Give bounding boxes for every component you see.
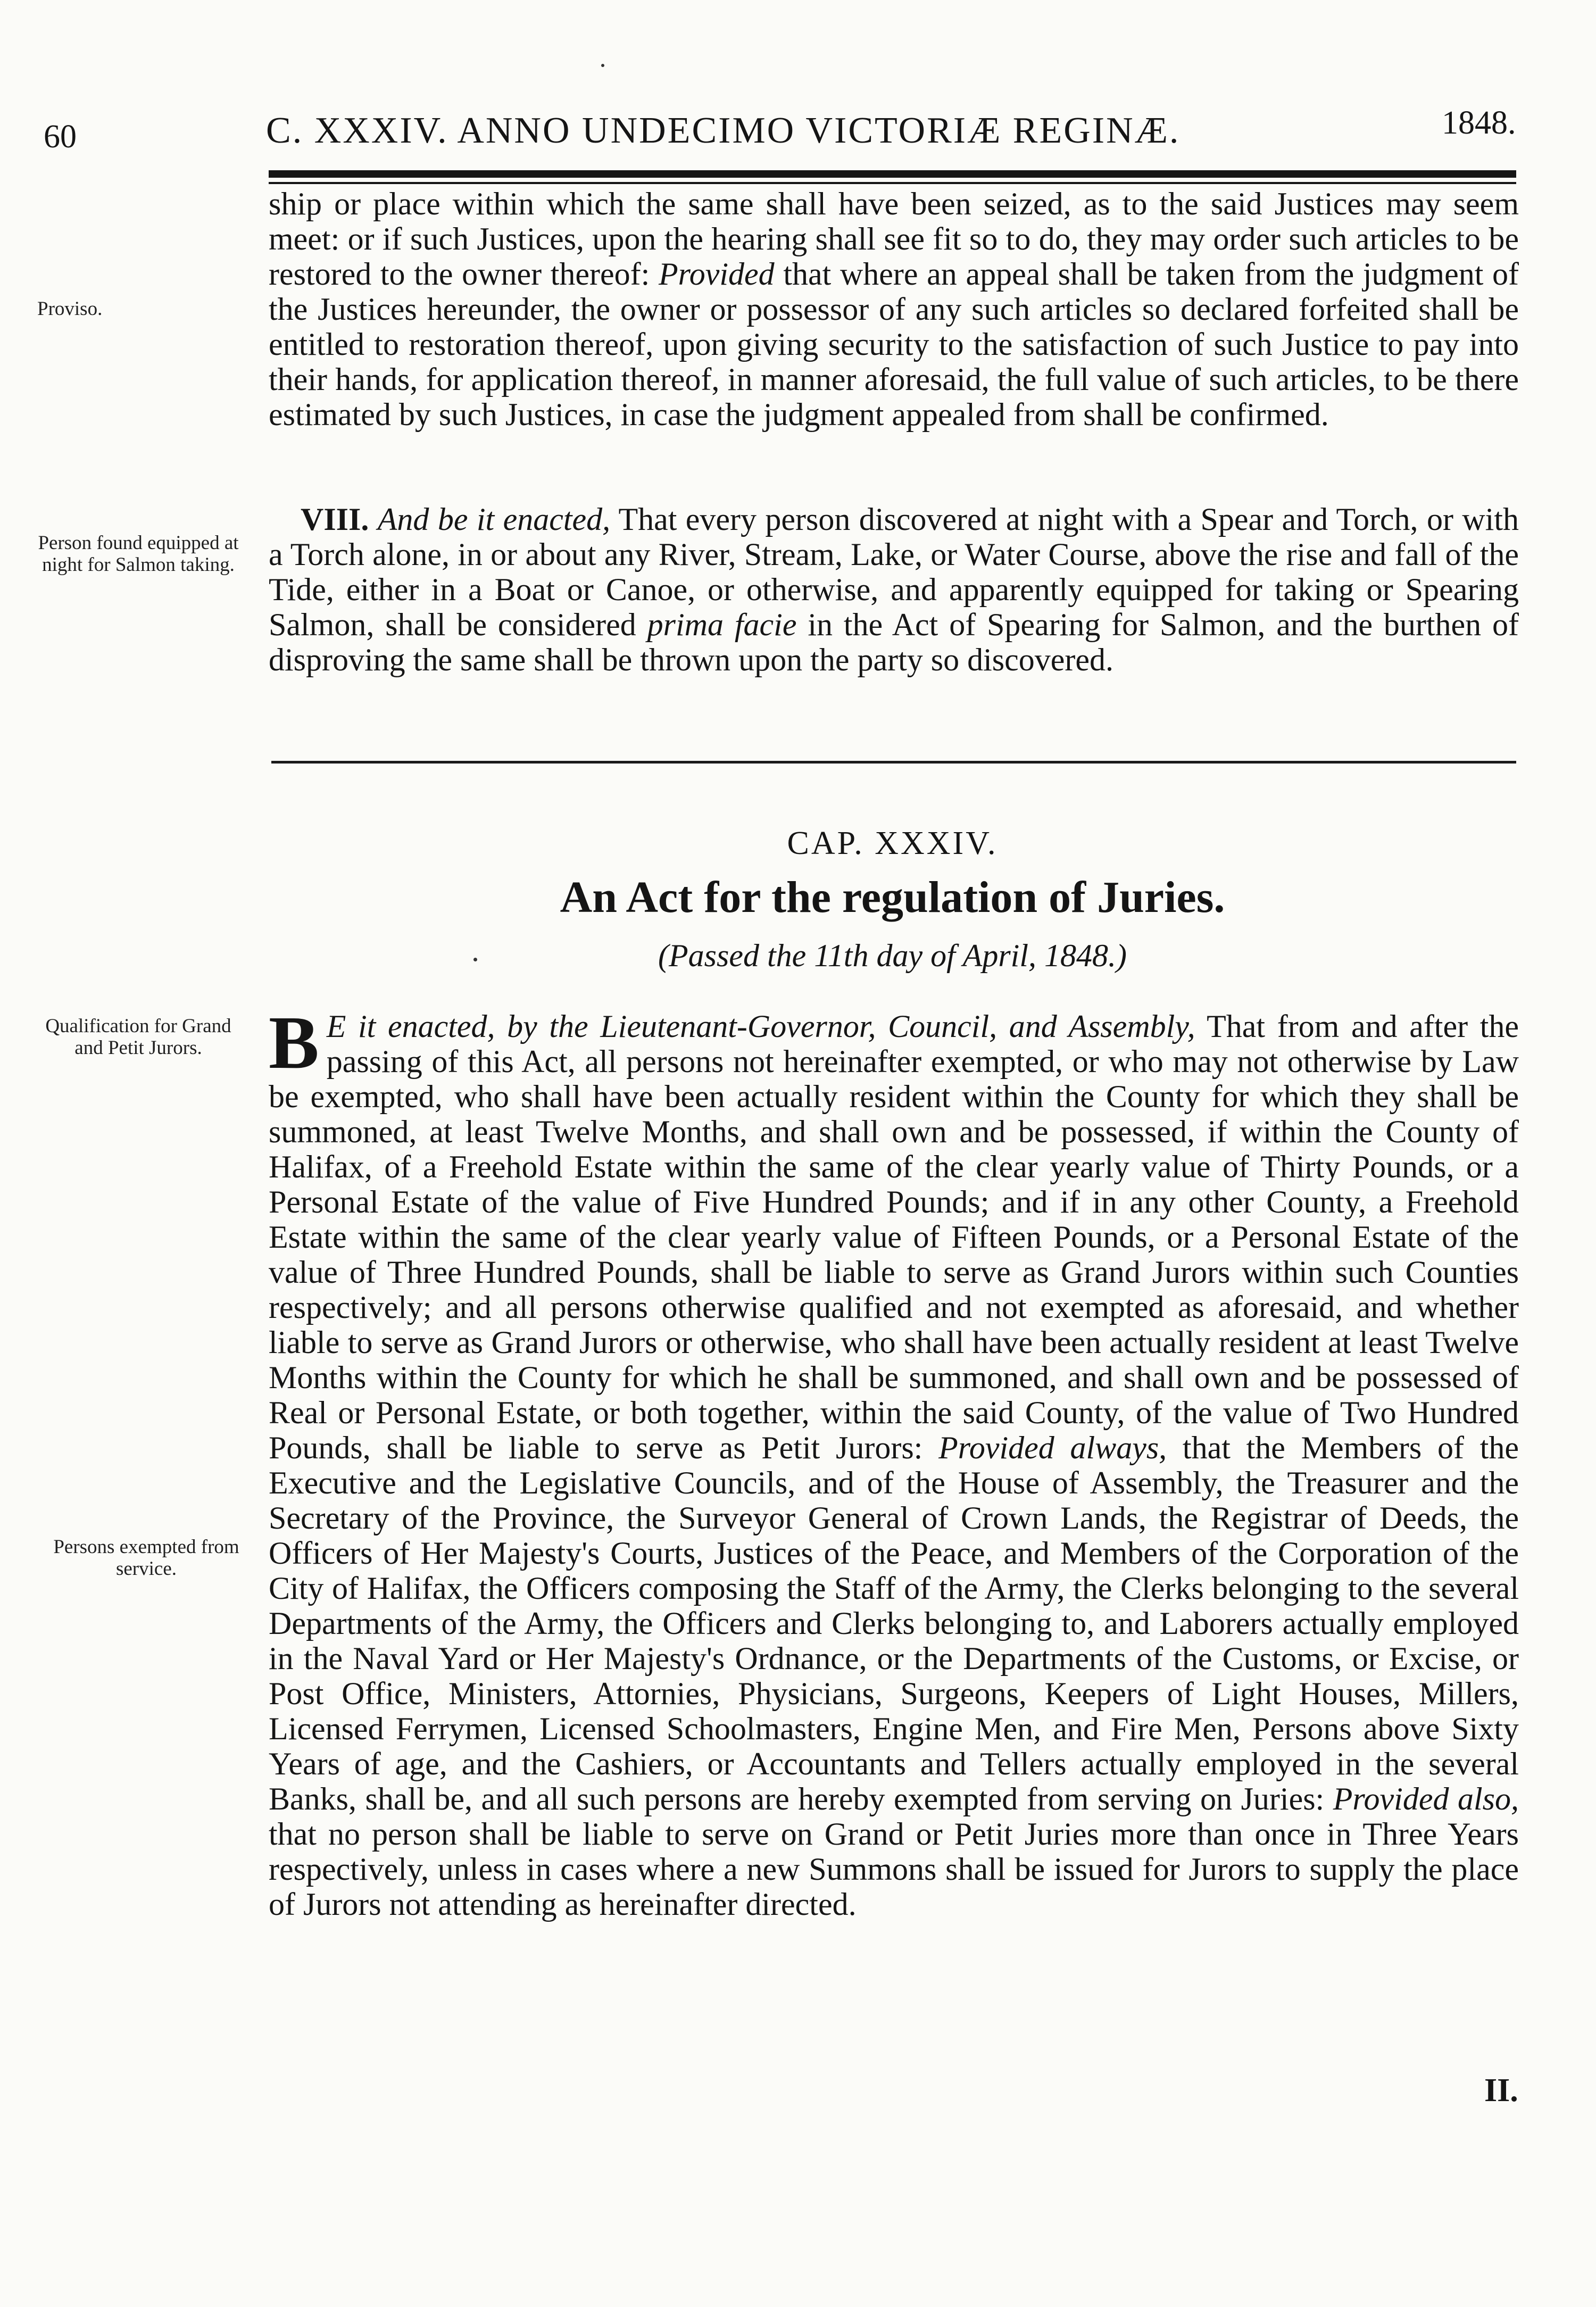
provided-always: Provided always, <box>938 1430 1167 1465</box>
body-text: that the Members of the Executive and the Legislative Councils, and of the House of Assembly, the Treasurer and the Secretary of the Province, the Surveyor General of Crown Lands, the Registrar of Deeds, the Officers of Her Majesty's Courts, Justices of the Peace, and Members of the Corporation of the City of Halifax, the Officers composing the Staff of the Army, the Clerks belonging to the several Departments of the Army, the Officers and Clerks belonging to, and Laborers actually employed in the Naval Yard or Her Majesty's Ordnance, or the Departments of the Customs, or Excise, or Post Office, Ministers, Attornies, Physicians, Surgeons, Keepers of Light Houses, Millers, Licensed Ferrymen, Licensed Schoolmasters, Engine Men, and Fire Men, Persons above Sixty Years of age, and the Cashiers, or Accountants and Tellers actually employed in the several Banks, shall be, and all such persons are hereby exempted from serving on Juries: <box>269 1430 1519 1816</box>
header-rule-thin <box>269 182 1516 184</box>
passed-date <box>269 937 1516 974</box>
margin-note-qualification: Qualification for Grand and Petit Jurors. <box>45 1015 231 1059</box>
body-text: that no person shall be liable to serve on Grand or Petit Juries more than once in Three Years respectively, unless in cases where a new Summons shall be issued for Jurors to supply the place of Jurors not attending as hereinafter directed. <box>269 1816 1519 1922</box>
body-text: That from and after the passing of this Act, all persons not hereinafter exempted, or who may not otherwise by Law be exempted, who shall have been actually resident within the County for which they shall be summoned, at least Twelve Months, and shall own and be possessed, if within the County of Halifax, of a Freehold Estate within the same of the clear yearly value of Thirty Pounds, or a Personal Estate of the value of Five Hundred Pounds; and if in any other County, a Freehold Estate within the same of the clear yearly value of Fifteen Pounds, or a Personal Estate of the value of Three Hundred Pounds, shall be liable to serve as Grand Jurors within such Counties respectively; and all persons otherwise qualified and not exempted as aforesaid, and whether liable to serve as Grand Jurors or otherwise, who shall have been actually resident at least Twelve Months within the County for which he shall be summoned, and shall own and be possessed of Real or Personal Estate, or both together, within the said County, of the value of Two Hundred Pounds, shall be liable to serve as Petit Jurors: <box>269 1009 1519 1465</box>
chapter-number: CAP. XXXIV. <box>787 825 998 861</box>
passed-open: (Passed the <box>658 938 814 973</box>
provided-also: Provided also, <box>1333 1781 1519 1816</box>
body-text: ship or place within which the same shall have been seized, as to the said Justices may seem meet: or if such Justices, upon the hearing shall see fit so to do, they may order such articles to be restored to the owner thereof: <box>269 186 1519 292</box>
header-rule-thick <box>269 170 1516 178</box>
chapter-divider <box>271 761 1516 764</box>
margin-note-proviso: Proviso. <box>37 298 103 320</box>
enacting-words: And be it enacted, <box>377 502 611 537</box>
ink-speck <box>473 958 477 961</box>
header-year: 1848. <box>1442 105 1516 141</box>
prima-facie: prima facie <box>647 607 797 642</box>
drop-cap: B <box>269 1000 319 1084</box>
continued-paragraph <box>269 186 1519 432</box>
enacting-clause: E it enacted, by the Lieutenant-Governor, Council, and Assembly, <box>326 1009 1195 1044</box>
margin-note-exempted: Persons exempted from service. <box>53 1536 239 1580</box>
catchword: II. <box>1484 2072 1518 2109</box>
passed-rest: day of April, 1848.) <box>868 938 1127 973</box>
act-title: An Act for the regulation of Juries. <box>560 873 1225 922</box>
body-text: That every person discovered at night with a Spear and Torch, or with a Torch alone, in or about any River, Stream, Lake, or Water Course, above the rise and fall of the Tide, either in a Boat or Canoe, or otherwise, and apparently equipped for taking or Spearing Salmon, shall be considered <box>269 502 1519 642</box>
ink-speck <box>601 64 604 67</box>
section-number: VIII. <box>301 502 369 537</box>
proviso-keyword: Provided <box>658 256 775 292</box>
act-body <box>269 1000 1519 1922</box>
running-title: C. XXXIV. ANNO UNDECIMO VICTORIÆ REGINÆ. <box>266 110 1181 151</box>
body-text: that where an appeal shall be taken from the judgment of the Justices hereunder, the owner or possessor of any such articles so declared forfeited shall be entitled to restoration thereof, upon giving security to the satisfaction of such Justice to pay into their hands, for application thereof, in manner aforesaid, the full value of such articles, to be there estimated by such Justices, in case the judgment appealed from shall be confirmed. <box>269 256 1519 432</box>
passed-day: 11th <box>814 938 869 973</box>
margin-note-salmon: Person found equipped at night for Salmon taking. <box>38 532 239 576</box>
body-text: in the Act of Spearing for Salmon, and the burthen of disproving the same shall be thrown upon the party so discovered. <box>269 607 1519 677</box>
section-viii <box>269 502 1519 677</box>
page-number: 60 <box>44 119 77 155</box>
